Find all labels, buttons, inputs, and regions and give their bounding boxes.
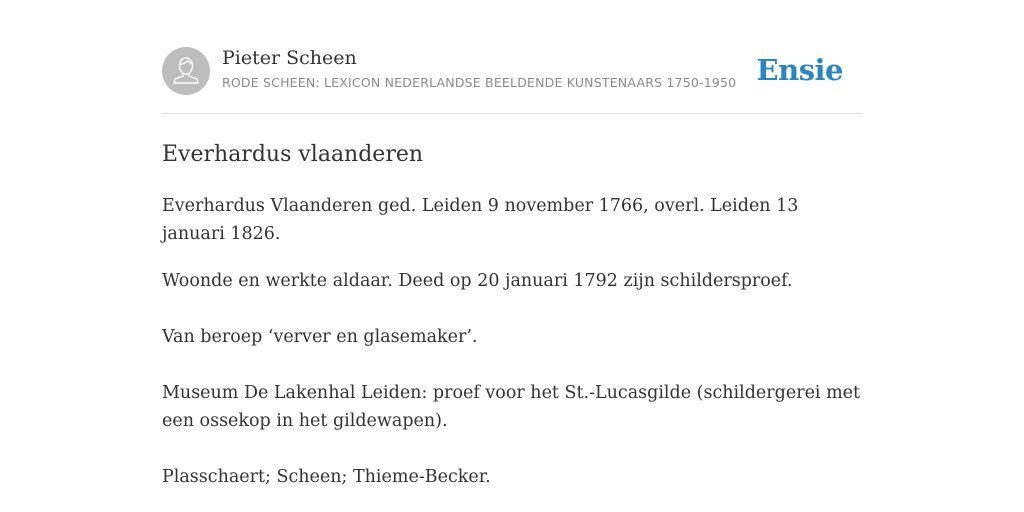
- article-paragraph: Everhardus Vlaanderen ged. Leiden 9 november 1766, overl. Leiden 13 januari 1826.: [162, 196, 804, 244]
- source-title[interactable]: RODE SCHEEN: LEXICON NEDERLANDSE BEELDENDE KUNSTENAARS 1750-1950: [222, 75, 737, 90]
- article-body: [162, 192, 862, 491]
- page: [162, 0, 862, 491]
- user-silhouette-icon: [162, 47, 210, 95]
- article-title: Everhardus vlaanderen: [162, 142, 424, 167]
- ensie-logo[interactable]: Ensie: [756, 53, 843, 87]
- article-paragraph: Woonde en werkte aldaar. Deed op 20 januari 1792 zijn schildersproef. Van beroep ‘verver en glasemaker’. Museum De Lakenhal Leiden: proef voor het St.-Lucasgilde (schildergerei met een ossekop in het gildewapen). Plasschaert; Scheen; Thieme-Becker.: [162, 271, 861, 487]
- author-header: [162, 46, 862, 114]
- author-name[interactable]: Pieter Scheen: [222, 47, 357, 69]
- avatar[interactable]: [162, 47, 210, 95]
